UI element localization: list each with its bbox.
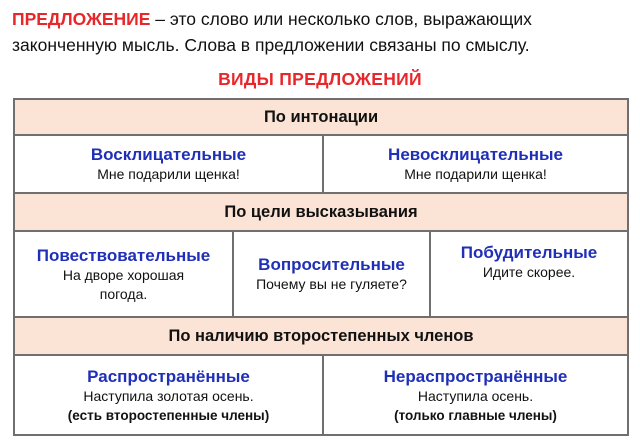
non-exclamatory-cell (323, 135, 628, 193)
narrative-cell (14, 231, 233, 317)
extended-example: Наступила золотая осень. (83, 387, 254, 404)
exclamatory-cell (14, 135, 323, 193)
narrative-name: Повествовательные (36, 245, 211, 265)
definition-paragraph (12, 6, 632, 58)
narrative-example: На дворе хорошая погода. (62, 266, 185, 302)
members-section-title: По наличию второстепенных членов (14, 317, 628, 355)
definition-term: ПРЕДЛОЖЕНИЕ (12, 9, 151, 29)
non-extended-cell (323, 355, 628, 435)
extended-name: Распространённые (87, 366, 250, 386)
members-types-row (14, 355, 628, 435)
purpose-section-title: По цели высказывания (14, 193, 628, 231)
sentence-types-table (13, 98, 629, 436)
extended-note: (есть второстепенные члены) (67, 407, 270, 423)
interrogative-cell (233, 231, 430, 317)
purpose-types-row (14, 231, 628, 317)
extended-cell (14, 355, 323, 435)
intonation-section-row (14, 99, 628, 135)
non-extended-name: Нераспространённые (383, 366, 568, 386)
non-exclamatory-example: Мне подарили щенка! (404, 166, 547, 182)
interrogative-example: Почему вы не гуляете? (256, 276, 407, 292)
non-exclamatory-name: Невосклицательные (388, 145, 563, 164)
non-extended-example: Наступила осень. (417, 387, 534, 404)
definition-text: – это слово или несколько слов, выражающих законченную мысль. Слова в предложении связаны по смыслу. (12, 9, 532, 55)
purpose-section-row (14, 193, 628, 231)
members-section-row (14, 317, 628, 355)
exclamatory-name: Восклицательные (90, 145, 247, 164)
imperative-example: Идите скорее. (482, 264, 576, 280)
exclamatory-example: Мне подарили щенка! (97, 166, 240, 182)
page-title: ВИДЫ ПРЕДЛОЖЕНИЙ (218, 69, 422, 89)
non-extended-note: (только главные члены) (394, 407, 557, 423)
interrogative-name: Вопросительные (258, 255, 405, 274)
imperative-name: Побудительные (460, 243, 598, 262)
intonation-section-title: По интонации (14, 99, 628, 135)
intonation-types-row (14, 135, 628, 193)
imperative-cell (430, 231, 628, 317)
